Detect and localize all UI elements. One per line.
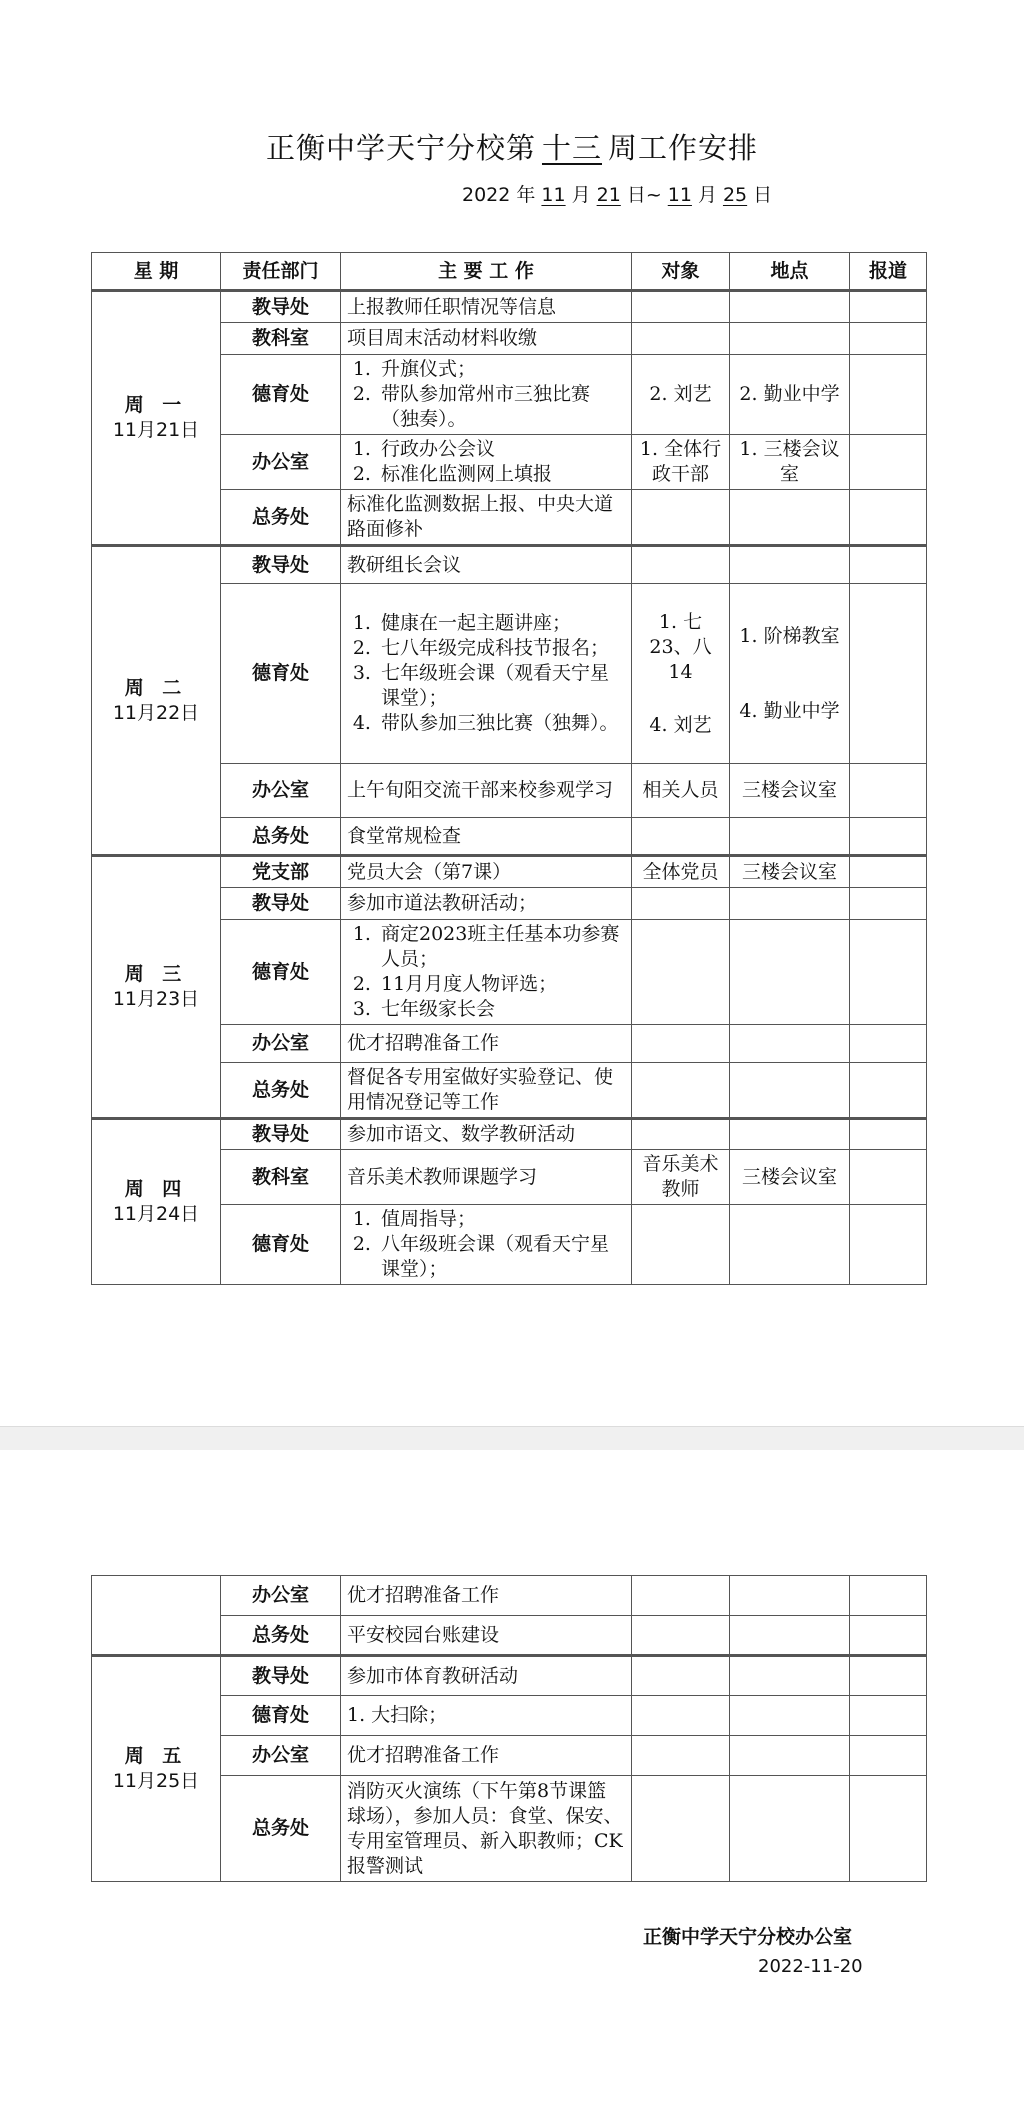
day-cell-friday (92, 1656, 221, 1882)
report-cell (850, 1736, 927, 1776)
work-cell: 音乐美术教师课题学习 (341, 1150, 632, 1205)
day-cell-tuesday (92, 546, 221, 856)
target-cell (632, 1736, 730, 1776)
list-item: 2. 七八年级完成科技节报名； (377, 636, 625, 661)
day-name: 周 五 (124, 1745, 188, 1767)
place-cell (730, 1119, 850, 1150)
list-item: 1. 健康在一起主题讲座； (377, 611, 625, 636)
date-year-unit: 年 (516, 184, 536, 206)
target-cell (632, 291, 730, 323)
date-end-day: 25 (722, 184, 748, 206)
table-row (92, 546, 927, 584)
header-place: 地点 (730, 253, 850, 291)
dept-cell: 办公室 (221, 435, 341, 490)
work-cell: 标准化监测数据上报、中央大道路面修补 (341, 490, 632, 546)
target-cell: 2. 刘艺 (632, 355, 730, 435)
dept-cell: 党支部 (221, 856, 341, 888)
day-name: 周 一 (124, 394, 188, 416)
report-cell (850, 323, 927, 355)
report-cell (850, 1576, 927, 1616)
target-cell: 1. 全体行政干部 (632, 435, 730, 490)
report-cell (850, 818, 927, 856)
target-cell (632, 1776, 730, 1882)
dept-cell: 教导处 (221, 291, 341, 323)
title-suffix: 周工作安排 (608, 131, 759, 165)
work-cell (341, 1205, 632, 1285)
work-cell: 党员大会（第7课） (341, 856, 632, 888)
date-day-unit: 日 (753, 184, 773, 206)
list-item: 3. 七年级班会课（观看天宁星课堂）； (377, 661, 625, 711)
list-item: 1. 值周指导； (377, 1207, 625, 1232)
list-item: 1. 商定2023班主任基本功参赛人员； (377, 922, 625, 972)
table-row (92, 1656, 927, 1696)
dept-cell: 教导处 (221, 888, 341, 920)
report-cell (850, 584, 927, 764)
report-cell (850, 1696, 927, 1736)
work-cell: 优才招聘准备工作 (341, 1025, 632, 1063)
dept-cell: 教导处 (221, 1119, 341, 1150)
dept-cell: 办公室 (221, 1025, 341, 1063)
dept-cell: 办公室 (221, 1736, 341, 1776)
place-cell (730, 818, 850, 856)
table-row (92, 291, 927, 323)
day-date: 11月23日 (112, 988, 200, 1010)
place-cell: 三楼会议室 (730, 856, 850, 888)
footer-office: 正衡中学天宁分校办公室 (643, 1926, 853, 1948)
place-cell (730, 546, 850, 584)
list-item: 1. 行政办公会议 (377, 437, 625, 462)
day-cell-wednesday (92, 856, 221, 1119)
target-cell (632, 1656, 730, 1696)
place-cell: 三楼会议室 (730, 764, 850, 818)
work-cell (341, 435, 632, 490)
place-cell (730, 1063, 850, 1119)
list-item: 1. 升旗仪式； (377, 357, 625, 382)
date-year: 2022 (462, 184, 511, 206)
work-cell: 平安校园台账建设 (341, 1616, 632, 1656)
place-line: 4. 勤业中学 (739, 699, 840, 722)
place-cell (730, 1205, 850, 1285)
place-cell (730, 1696, 850, 1736)
target-cell (632, 888, 730, 920)
dept-cell: 总务处 (221, 490, 341, 546)
dept-cell: 教科室 (221, 323, 341, 355)
header-dept: 责任部门 (221, 253, 341, 291)
list-item: 2. 八年级班会课（观看天宁星课堂）； (377, 1232, 625, 1282)
header-day: 星 期 (92, 253, 221, 291)
report-cell (850, 1616, 927, 1656)
target-cell (632, 1063, 730, 1119)
report-cell (850, 1025, 927, 1063)
target-cell: 全体党员 (632, 856, 730, 888)
place-cell (730, 1736, 850, 1776)
target-cell (632, 1696, 730, 1736)
place-cell (730, 584, 850, 764)
report-cell (850, 1063, 927, 1119)
work-cell (341, 584, 632, 764)
dept-cell: 总务处 (221, 818, 341, 856)
dept-cell: 总务处 (221, 1063, 341, 1119)
report-cell (850, 1150, 927, 1205)
date-start-day: 21 (596, 184, 621, 206)
target-line: 1. 七23、八14 (649, 610, 712, 683)
work-cell: 教研组长会议 (341, 546, 632, 584)
place-cell: 2. 勤业中学 (730, 355, 850, 435)
work-cell: 参加市语文、数学教研活动 (341, 1119, 632, 1150)
date-separator: ~ (645, 184, 662, 206)
target-cell (632, 1205, 730, 1285)
date-month-unit: 月 (571, 184, 591, 206)
report-cell (850, 1119, 927, 1150)
dept-cell: 德育处 (221, 1696, 341, 1736)
list-item: 4. 带队参加三独比赛（独舞）。 (377, 711, 625, 736)
place-cell (730, 1025, 850, 1063)
dept-cell: 教导处 (221, 546, 341, 584)
target-cell: 音乐美术教师 (632, 1150, 730, 1205)
dept-cell: 办公室 (221, 1576, 341, 1616)
document-page-2 (0, 1450, 1024, 2122)
place-cell (730, 1776, 850, 1882)
place-cell (730, 1576, 850, 1616)
list-item: 3. 七年级家长会 (377, 997, 625, 1022)
header-report: 报道 (850, 253, 927, 291)
report-cell (850, 888, 927, 920)
work-cell: 参加市体育教研活动 (341, 1656, 632, 1696)
title-week-number: 十三 (541, 131, 602, 165)
work-cell: 优才招聘准备工作 (341, 1736, 632, 1776)
work-cell: 督促各专用室做好实验登记、使用情况登记等工作 (341, 1063, 632, 1119)
target-cell (632, 1576, 730, 1616)
table-header-row (92, 253, 927, 291)
place-cell (730, 1616, 850, 1656)
day-cell-monday (92, 291, 221, 546)
work-cell: 上午旬阳交流干部来校参观学习 (341, 764, 632, 818)
header-work: 主 要 工 作 (341, 253, 632, 291)
dept-cell: 教导处 (221, 1656, 341, 1696)
target-cell (632, 1025, 730, 1063)
date-month-unit: 月 (697, 184, 717, 206)
day-date: 11月21日 (112, 419, 200, 441)
place-line: 1. 阶梯教室 (739, 624, 840, 647)
dept-cell: 总务处 (221, 1776, 341, 1882)
day-cell-thursday (92, 1119, 221, 1285)
place-cell (730, 490, 850, 546)
target-cell (632, 1119, 730, 1150)
target-cell (632, 818, 730, 856)
work-cell: 参加市道法教研活动； (341, 888, 632, 920)
list-item: 2. 11月月度人物评选； (377, 972, 625, 997)
table-row (92, 856, 927, 888)
work-list (347, 437, 625, 487)
day-name: 周 二 (124, 676, 188, 699)
table-row (92, 1576, 927, 1616)
target-cell (632, 490, 730, 546)
report-cell (850, 764, 927, 818)
date-end-month: 11 (667, 184, 692, 206)
place-cell (730, 291, 850, 323)
header-target: 对象 (632, 253, 730, 291)
report-cell (850, 291, 927, 323)
work-cell (341, 355, 632, 435)
day-date: 11月25日 (112, 1770, 200, 1792)
target-cell (632, 323, 730, 355)
target-cell: 相关人员 (632, 764, 730, 818)
page-title (0, 126, 1024, 167)
schedule-table (91, 252, 927, 1285)
work-list (347, 1207, 625, 1282)
place-cell: 三楼会议室 (730, 1150, 850, 1205)
report-cell (850, 546, 927, 584)
dept-cell: 德育处 (221, 355, 341, 435)
place-cell (730, 920, 850, 1025)
report-cell (850, 920, 927, 1025)
dept-cell: 总务处 (221, 1616, 341, 1656)
work-list (347, 611, 625, 736)
work-list (347, 922, 625, 1022)
table-row (92, 1119, 927, 1150)
work-list (347, 357, 625, 432)
report-cell (850, 435, 927, 490)
work-cell: 项目周末活动材料收缴 (341, 323, 632, 355)
target-cell (632, 920, 730, 1025)
work-cell: 食堂常规检查 (341, 818, 632, 856)
list-item: 2. 标准化监测网上填报 (377, 462, 625, 487)
place-cell (730, 1656, 850, 1696)
day-cell-thursday-continued (92, 1576, 221, 1656)
place-cell: 1. 三楼会议室 (730, 435, 850, 490)
date-range (462, 180, 772, 207)
work-cell: 1. 大扫除； (341, 1696, 632, 1736)
target-cell (632, 546, 730, 584)
report-cell (850, 1205, 927, 1285)
dept-cell: 教科室 (221, 1150, 341, 1205)
date-day-unit: 日 (626, 184, 646, 206)
day-name: 周 四 (124, 1178, 188, 1200)
place-cell (730, 323, 850, 355)
day-date: 11月24日 (112, 1203, 200, 1225)
schedule-table-continued (91, 1575, 927, 1882)
report-cell (850, 1656, 927, 1696)
report-cell (850, 355, 927, 435)
footer-date: 2022-11-20 (758, 1956, 863, 1977)
work-cell: 上报教师任职情况等信息 (341, 291, 632, 323)
dept-cell: 德育处 (221, 1205, 341, 1285)
day-date: 11月22日 (112, 701, 200, 724)
report-cell (850, 856, 927, 888)
target-line: 4. 刘艺 (649, 713, 712, 736)
work-cell: 优才招聘准备工作 (341, 1576, 632, 1616)
work-cell: 消防灭火演练（下午第8节课篮球场），参加人员：食堂、保安、专用室管理员、新入职教师；CK报警测试 (341, 1776, 632, 1882)
dept-cell: 德育处 (221, 584, 341, 764)
day-name: 周 三 (124, 963, 188, 985)
work-cell (341, 920, 632, 1025)
place-cell (730, 888, 850, 920)
dept-cell: 办公室 (221, 764, 341, 818)
dept-cell: 德育处 (221, 920, 341, 1025)
list-item: 2. 带队参加常州市三独比赛（独奏）。 (377, 382, 625, 432)
title-prefix: 正衡中学天宁分校第 (265, 131, 536, 165)
report-cell (850, 1776, 927, 1882)
date-start-month: 11 (541, 184, 566, 206)
page-break (0, 1426, 1024, 1452)
target-cell (632, 1616, 730, 1656)
report-cell (850, 490, 927, 546)
target-cell (632, 584, 730, 764)
